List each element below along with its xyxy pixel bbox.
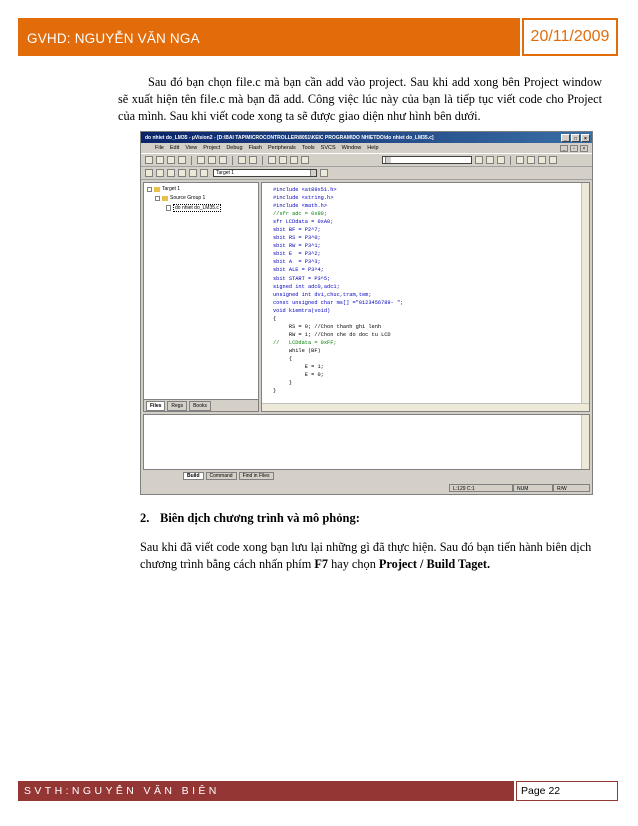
mdi-minimize-icon: _ xyxy=(560,145,568,152)
code-line: { xyxy=(273,315,277,322)
section-heading xyxy=(140,511,360,526)
toolbar-build xyxy=(141,167,592,180)
project-window xyxy=(143,182,259,412)
code-line: sbit BF = P2^7; xyxy=(273,227,321,234)
menu-bar xyxy=(141,143,592,154)
target-select-value: Target 1 xyxy=(216,170,235,176)
status-bar xyxy=(143,483,590,493)
tree-group xyxy=(155,195,205,201)
code-line: { xyxy=(273,355,293,362)
code-line: sbit RW = P3^1; xyxy=(273,243,321,250)
compile-icon xyxy=(145,169,153,177)
tab-files: Files xyxy=(146,401,165,411)
redo-icon xyxy=(249,156,257,164)
debug-start-icon xyxy=(486,156,494,164)
download-icon xyxy=(189,169,197,177)
code-line: sbit E = P3^2; xyxy=(273,251,321,258)
cut-icon xyxy=(197,156,205,164)
code-line: sbit A = P3^3; xyxy=(273,259,321,266)
code-line: } xyxy=(273,388,277,395)
code-line: #include <math.h> xyxy=(273,203,328,210)
bookmark-icon xyxy=(268,156,276,164)
code-line: void kiemtra(void) xyxy=(273,307,331,314)
config-icon xyxy=(549,156,557,164)
save-all-icon xyxy=(178,156,186,164)
options-icon xyxy=(200,169,208,177)
code-line: sbit ALE = P3^4; xyxy=(273,267,324,274)
editor-vscroll xyxy=(581,183,589,411)
run-icon xyxy=(497,156,505,164)
code-line: E = 1; xyxy=(273,364,324,371)
page-footer xyxy=(18,781,618,801)
footer-student: SVTH:NGUYỄN VĂN BIÊN xyxy=(18,781,514,801)
find-icon xyxy=(301,156,309,164)
paste-icon xyxy=(219,156,227,164)
tree-target-label: Target 1 xyxy=(162,186,181,192)
workspace xyxy=(143,182,590,412)
para2-before: Sau khi đã viết code xong bạn lưu lại những gì đã thực hiện. Sau đó bạn tiến hành biên dịch chương trình bằng cách nhấn phím xyxy=(140,540,592,571)
code-line: #include <at89x51.h> xyxy=(273,187,337,193)
find-combo xyxy=(382,156,472,164)
target-options-icon xyxy=(320,169,328,177)
header-date: 20/11/2009 xyxy=(522,18,618,56)
menu-flash: Flash xyxy=(248,145,262,151)
undo-icon xyxy=(238,156,246,164)
code-line: sfr LCDdata = 0xA0; xyxy=(273,219,334,226)
tab-books: Books xyxy=(189,401,211,411)
code-line: sbit RS = P3^0; xyxy=(273,235,321,242)
toolbar-standard xyxy=(141,154,592,167)
menu-project: Project xyxy=(203,145,221,151)
tree-file-label: do nhiet do_LM35.c xyxy=(175,205,219,211)
menu-help: Help xyxy=(367,145,379,151)
code-line: // LCDdata = 0xFF; xyxy=(273,339,337,346)
code-line: sbit START = P3^5; xyxy=(273,275,331,282)
copy-icon xyxy=(208,156,216,164)
code-line: while (BF) xyxy=(273,347,321,354)
code-line: const unsigned char ms[] ="0123456789- "; xyxy=(273,299,404,306)
output-tabs xyxy=(143,471,274,481)
menu-file: File xyxy=(155,145,164,151)
code-line: E = 0; xyxy=(273,372,324,379)
menu-svcs: SVCS xyxy=(320,145,336,151)
menu-peripherals: Peripherals xyxy=(267,145,296,151)
intro-paragraph: Sau đó bạn chọn file.c mà bạn cần add vào project. Sau khi add xong bên Project window sẽ xuất hiện tên file.c mà bạn đã add. Công việc lúc này của bạn là tiếp tục viết code cho Project của mình. Sau khi viết code xong ta sẽ được giao diện như hình bên dưới. xyxy=(118,75,602,123)
new-file-icon xyxy=(145,156,153,164)
code-editor xyxy=(261,182,590,412)
header-instructor: GVHD: NGUYỄN VĂN NGA xyxy=(18,18,520,56)
code-line: signed int adc0,adc1; xyxy=(273,283,340,290)
window-buttons xyxy=(561,134,592,142)
folder-icon xyxy=(154,187,160,192)
code-line: unsigned int dvi,chuc,tram,tem; xyxy=(273,291,372,298)
output-window xyxy=(143,414,590,470)
rebuild-icon xyxy=(167,169,175,177)
para2-middle: hay chọn xyxy=(328,557,379,571)
maximize-icon: □ xyxy=(571,134,580,142)
build-paragraph xyxy=(140,539,602,573)
code-line: } xyxy=(273,380,293,387)
tree-target xyxy=(147,186,180,192)
menu-debug: Debug xyxy=(226,145,243,151)
section-number: 2. xyxy=(140,511,150,525)
code-line: //sfr adc = 0x90; xyxy=(273,211,328,218)
mdi-close-icon: × xyxy=(580,145,588,152)
target-select xyxy=(213,169,317,177)
mdi-buttons xyxy=(560,145,592,152)
para2-key: F7 xyxy=(314,557,329,571)
menu-edit: Edit xyxy=(169,145,180,151)
para2-menu-path: Project / Build Taget. xyxy=(378,557,491,571)
menu-window: Window xyxy=(341,145,362,151)
tools-icon xyxy=(538,156,546,164)
tab-find-in-files: Find in Files xyxy=(239,472,274,480)
tree-group-label: Source Group 1 xyxy=(170,195,206,201)
breakpoint-icon xyxy=(516,156,524,164)
tree-file xyxy=(166,204,221,212)
project-tabs xyxy=(144,399,258,411)
close-icon: × xyxy=(581,134,590,142)
status-position: L:129 C:1 xyxy=(449,484,513,492)
tab-command: Command xyxy=(206,472,237,480)
code-line: #include <string.h> xyxy=(273,195,334,202)
tab-regs: Regs xyxy=(167,401,187,411)
window-title: do nhiet do_LM35 - µVision2 - [D:\BAI TAP\MICROCONTROLLER\8051\KEIC PROGRAM\DO NHIETDO\do nhiet do_LM35.c] xyxy=(145,134,434,141)
code-line: RS = 0; //Chon thanh ghi lenh xyxy=(273,323,382,330)
status-rw: R/W xyxy=(553,484,590,492)
find-in-files-icon xyxy=(475,156,483,164)
section-title: Biên dịch chương trình và mô phỏng: xyxy=(160,511,360,525)
output-vscroll xyxy=(581,415,589,469)
build-icon xyxy=(156,169,164,177)
page-header xyxy=(18,18,618,56)
minimize-icon: _ xyxy=(561,134,570,142)
window-icon xyxy=(527,156,535,164)
menu-view: View xyxy=(185,145,198,151)
status-num: NUM xyxy=(513,484,553,492)
menu-tools: Tools xyxy=(301,145,315,151)
mdi-restore-icon: ▫ xyxy=(570,145,578,152)
footer-page-number: Page 22 xyxy=(516,781,618,801)
stop-build-icon xyxy=(178,169,186,177)
indent-icon xyxy=(279,156,287,164)
uvision-screenshot xyxy=(140,131,593,495)
outdent-icon xyxy=(290,156,298,164)
folder-icon xyxy=(162,196,168,201)
editor-hscroll xyxy=(262,403,589,411)
open-file-icon xyxy=(156,156,164,164)
window-titlebar xyxy=(141,132,592,143)
tab-build: Build xyxy=(183,472,204,480)
c-file-icon xyxy=(166,205,171,211)
code-line: RW = 1; //Chon che do doc tu LCD xyxy=(273,331,391,338)
save-icon xyxy=(167,156,175,164)
